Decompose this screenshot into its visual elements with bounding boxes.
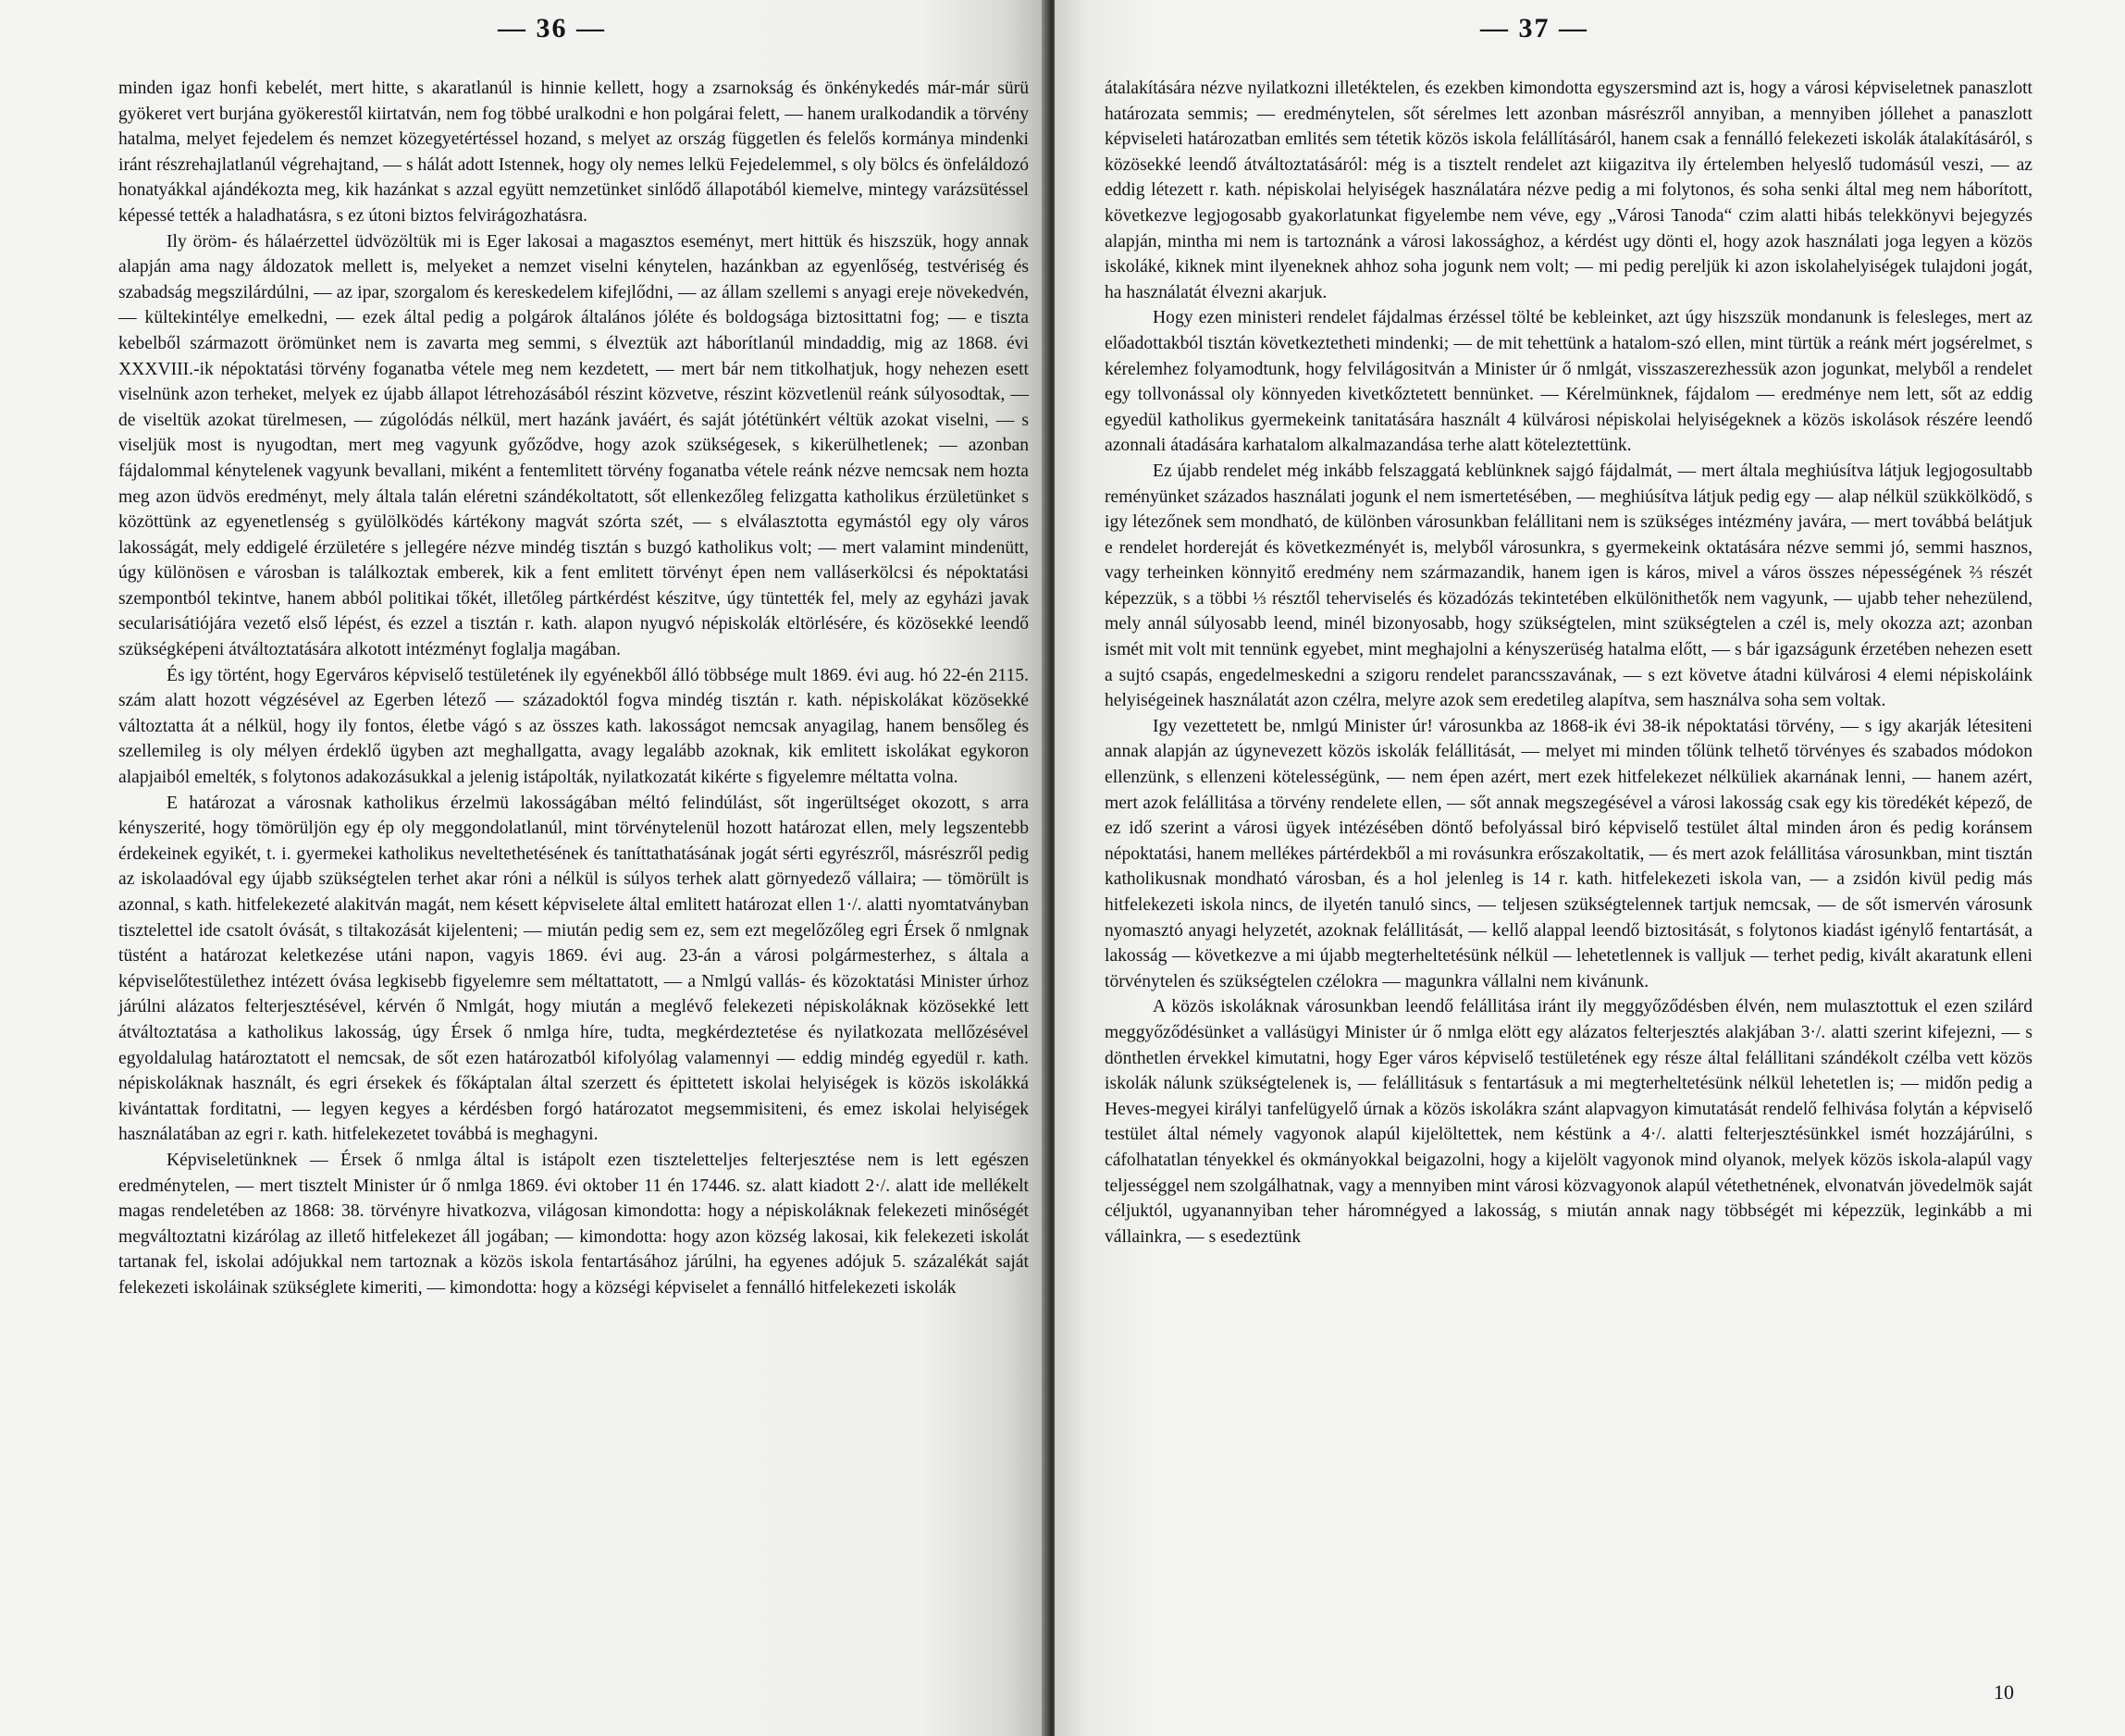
paragraph: Ily öröm- és hálaérzettel üdvözöltük mi is Eger lakosai a magasztos eseményt, mert hittük és hiszszük, hogy annak alapján ama nagy áldozatok mellett is, melyeket a nemzet viselni kénytelen, hazánkban az egyenlőség, testvériség és szabadság megszilárdúlni, — az ipar, szorgalom és kereskedelem kifejlődni, — az állam szellemi s anyagi ereje növekedvén, — kültekintélye emelkedni, — ezek által pedig a polgárok általános jóléte és boldogsága biztosittatni fog; — e tiszta kebelből származott örömünket nem is zavarta meg semmi, s élveztük azt háborítlanúl mindaddig, mig az 1868. évi XXXVIII.-ik népoktatási törvény foganatba vétele meg nem kezdetett, — mert bár nem titkolhatjuk, hogy nehezen esett viselnünk azon terheket, melyek ez újabb állapot létrehozásából részint közvetve, részint közvetlenül reánk súlyosodtak, — de viseltük azokat türelmesen, — zúgolódás nélkül, mert hazánk javáért, és saját jótétünkért véltük azokat viselni, — s viseljük most is nyugodtan, mert meg vagyunk győződve, hogy azok szükségesek, s kikerülhetlenek; — azonban fájdalommal kénytelenek vagyunk bevallani, miként a fentemlitett törvény foganatba vétele reánk nézve nemcsak nem hozta meg azon üdvös eredményt, mely általa talán eléretni szándékoltatott, sőt ellenkezőleg felizgatta katholikus érzületünket s közöttünk az egyenetlenség s gyülölködés kártékony magvát szórta szét, — s elválasztotta egymástól egy oly város lakosságát, mely eddigelé érzületére s jellegére nézve mindég tisztán s buzgó katholikus volt; — mert valamint mindenütt, úgy különösen e városban is találkoztak emberek, kik a fent emlitett törvényt épen nem valláserkölcsi és népoktatási szempontból tekintve, hanem abból politikai tőkét, illetőleg pártkérdést készitve, úgy tüntették fel, mely az egyházi javak secularisátiójára vezető első lépést, és ezzel a tisztán r. kath. alapon nyugvó népiskolák eltörlésére, és közösekké leendő szükségképeni átváltoztatására alkotott intézményt foglalja magában. bbox=[118, 231, 1029, 660]
paragraph: minden igaz honfi kebelét, mert hitte, s akaratlanúl is hinnie kellett, hogy a zsarnokság és önkénykedés már-már sürü gyökeret vert burjána gyökerestől kiirtatván, nem fog többé uralkodni e hon polgárai felett, — hanem uralkodandik a törvény hatalma, melyet fejedelem és nemzet közegyetértéssel hozand, s melyet az ország független és felelős kormánya mindenki iránt részrehajlatlanúl végrehajtand, — s hálát adott Istennek, hogy oly nemes lelkü Fejedelemmel, s oly bölcs és önfeláldozó honatyákkal ajándékozta meg, kik hazánkat s azzal együtt nemzetünket sinlődő állapotából kiemelve, mintegy varázsütéssel képessé tették a haladhatásra, s ez útoni biztos felvirágozhatásra. bbox=[118, 79, 1029, 226]
paragraph: Igy vezettetett be, nmlgú Minister úr! városunkba az 1868-ik évi 38-ik népoktatási törvény, — s igy akarják létesiteni annak alapján az úgynevezett közös iskolák felállitását, — melyet mi minden tőlünk telhető törvényes és szabados módokon ellenzünk, s ellenzeni kötelességünk, — nem épen azért, mert ezek hitfelekezet nélküliek akarnának lenni, — hanem azért, mert azok felállitása a törvény rendelete ellen, — sőt annak megszegésével a városi lakosság csak egy kis töredékét képező, de ez idő szerint a városi ügyek intézésében döntő befolyással biró képviselő testület által minden áron és pedig koránsem népoktatási, hanem mellékes pártérdekből a mi rovásunkra erőszakoltatik, — és mert azok felállitása városunkban, mint tisztán katholikusnak mondható városban, és a hol jelenleg is 14 r. kath. hitfelekezeti iskola van, — a zsidón kivül pedig más hitfelekezeti iskola nincs, de ilyetén tanuló sincs, — teljesen szükségtelennek tartjuk nemcsak, — de sőt ismervén városunk nyomasztó anyagi helyzetét, azoknak felállitását, — kellő alappal leendő biztositását, s folytonos kiadást igénylő fentartását, a lakosság — következve a mi újabb megterheltetésünk nélkül — lehetetlennek is valljuk — terhet pedig, kivált akaratunk elleni törvénytelen és szükségtelen czélokra — magunkra vállalni nem kivánunk. bbox=[1105, 716, 2032, 991]
paragraph: Hogy ezen ministeri rendelet fájdalmas érzéssel tölté be kebleinket, azt úgy hiszszük mondanunk is felesleges, mert az előadottakból tisztán következtetheti mindenki; — de mit tehettünk a hatalom-szó ellen, mint türtük a reánk mért jogsérelmet, s kérelemhez folyamodtunk, hogy felvilágositván a Minister úr ő nmlgát, visszaszerezhessük azon jogunkat, melyből a rendelet egy tollvonással oly könnyeden kivetkőztetett bennünket. — Kérelmünknek, fájdalom — eredménye nem lett, sőt az eddig egyedül katholikus gyermekeink tanitatására használt 4 külvárosi népiskolai helyiségeknek a közös iskolások részére leendő azonnali átadására karhatalom alkalmazandása terhe alatt köteleztettünk. bbox=[1105, 308, 2032, 456]
left-page bbox=[0, 0, 1047, 1736]
paragraph: Ez újabb rendelet még inkább felszaggatá keblünknek sajgó fájdalmát, — mert általa meghiúsítva látjuk legjogosultabb reményünket százados használati jogunk el nem ismertetésében, — meghiúsítva látjuk pedig egy — alap nélkül szükkölködő, s igy létezőnek sem mondható, de különben városunkban felállitani nem is szükséges intézmény javára, — mert továbbá belátjuk e rendelet hordereját és következményét is, melyből városunkra, s gyermekeink oktatására nézve semmi jó, semmi hasznos, vagy terheinken könnyitő eredmény nem származandik, hanem igen is káros, mivel a város összes népességének ⅔ részét képezzük, s a többi ⅓ résztől teherviselés és közadózás tekintetében elkülönithetők nem vagyunk, — ujabb teher nehezülend, mely annál súlyosabb leend, minél bizonyosabb, hogy szükségtelen, mint szükségtelen a czél is, mely okozza azt; azonban ismét mit volt mit tennünk egyebet, mint meghajolni a kényszerüség hatalma előtt, — s bár igazságunk érzetében nehezen esett a sujtó csapás, engedelmeskedni a szigoru rendelet parancsszavának, — s ezt követve átadni külvárosi 4 elemi népiskoláink helyiségeinek használatát azon czélra, melyre azok sem eredetileg alapítva, sem használva soha sem voltak. bbox=[1105, 461, 2032, 711]
paragraph: átalakítására nézve nyilatkozni illetéktelen, és ezekben kimondotta egyszersmind azt is, hogy a városi képviseletnek panaszlott határozata semmis; — eredménytelen, sőt sérelmes lett azonban másrészről annyiban, a mennyiben jóllehet a panaszlott képviseleti határozatban emlités sem tétetik közös iskola felállításáról, hanem csak a fennálló felekezeti iskolák átalakításáról, s közösekké leendő átváltoztatásáról: még is a tisztelt rendelet azt kiigazitva ily értelemben helyeslő tudomásúl veszi, — az eddig létezett r. kath. népiskolai helyiségek használatára nézve pedig a mi folytonos, és soha senki által meg nem háborított, következve legjogosabb gyakorlatunkat figyelembe nem véve, egy „Városi Tanoda“ czim alatti hibás telekkönyvi bejegyzés alapján, mintha mi nem is tartoznánk a városi lakossághoz, a kérdést ugy dönti el, hogy azok használati joga legyen a közös iskoláké, kiknek mint ilyeneknek ahhoz soha jogunk nem volt; — mi pedig pereljük ki azon iskolahelyiségek tulajdoni jogát, ha használatát élvezni akarjuk. bbox=[1105, 79, 2032, 302]
paragraph: A közös iskoláknak városunkban leendő felállitása iránt ily meggyőződésben élvén, nem mulasztottuk el ezen szilárd meggyőződésünket a vallásügyi Minister úr ő nmlga elött egy alázatos felterjesztés alakjában 3·/. alatti szerint kifejezni, — s dönthetlen érvekkel kimutatni, hogy Eger város képviselő testületének egy része által felállitani szándékolt czélba vett közös iskolák nálunk szükségtelenek is, — felállitásuk s fentartásuk a mi megterheltetésünk nélkül lehetetlen is; — midőn pedig a Heves-megyei királyi tanfelügyelő úrnak a közös iskolákra szánt alapvagyon kimutatását rendelő felhivása folytán a képviselő testület által némely vagyonok alapúl kijelöltettek, nem késtünk a 4·/. alatti felterjesztésünkkel ismét hozzájárúlni, s cáfolhatatlan tényekkel és okmányokkal beigazolni, hogy a kijelölt vagyonok mind olyanok, melyek közös iskola-alapúl vagy teljességgel nem szolgálhatnak, vagy a mennyiben mint városi közvagyonok alapúl vétethetnének, elvonatván jövedelmök saját céljuktól, ugyanannyiban teher háromnégyed a lakosság, s miután annak nagy többségét mi képezzük, leginkább a mi vállainkra, — s esedeztünk bbox=[1105, 997, 2032, 1247]
paragraph: Képviseletünknek — Érsek ő nmlga által is istápolt ezen tiszteletteljes felterjesztése nem is lett egészen eredménytelen, — mert tisztelt Minister úr ő nmlga 1869. évi oktober 11 én 17446. sz. alatt kiadott 2·/. alatt ide mellékelt magas rendeletében az 1868: 38. törvényre hivatkozva, világosan kimondotta: hogy a népiskoláknak felekezeti minőségét megváltoztatni kizárólag az illető hitfelekezet áll jogában; — kimondotta: hogy azon község lakosai, kik felekezeti iskolát tartanak fel, iskolai adójukkal nem tartoznak a közös iskola fentartásához járúlni, ha egyenes adójuk 5. százalékát saját felekezeti iskoláinak szükséglete kimeriti, — kimondotta: hogy a községi képviselet a fennálló hitfelekezeti iskolák bbox=[118, 1150, 1029, 1298]
right-page bbox=[1055, 0, 2125, 1736]
paragraph: És igy történt, hogy Egerváros képviselő testületének ily egyénekből álló többsége mult 1869. évi aug. hó 22-én 2115. szám alatt hozott végzésével az Egerben létező — századoktól fogva mindég tisztán r. kath. népiskolákat közösekké változtatta át a nélkül, hogy ily fontos, életbe vágó s az összes kath. lakosságot nemcsak anyagilag, hanem bensőleg és szellemileg is oly mélyen érdeklő ügyben azt meghallgatta, avagy legalább azoknak, kik emlitett iskolákat egykoron alapjaiból emelték, s folytonos adakozásukkal a jelenig istápolták, nyilatkozatát kikérte s figyelemre méltatta volna. bbox=[118, 665, 1029, 788]
right-page-number: — 37 — bbox=[1480, 13, 1588, 43]
signature-mark: 10 bbox=[1994, 1681, 2014, 1704]
left-page-body bbox=[118, 76, 1029, 1301]
left-page-number: — 36 — bbox=[498, 13, 606, 43]
right-page-body bbox=[1105, 76, 2032, 1250]
paragraph: E határozat a városnak katholikus érzelmü lakosságában méltó felindúlást, sőt ingerültséget okozott, s arra kényszerité, hogy tömörüljön egy ép oly meggondolatlanúl, mint törvénytelenül hozott határozat ellen, mely legszentebb érdekeinek egyikét, t. i. gyermekei katholikus neveltethetésének és taníttathatásának jogát sérti egyrészről, másrészről pedig az iskolaadóval egy újabb szükségtelen terhet akar róni a nélkül is súlyos terhek alatt görnyedező vállaira; — tömörült is azonnal, s kath. hitfelekezeté alakitván magát, nem késett képviselete által emlitett határozat ellen 1·/. alatti nyomtatványban tisztelettel ide csatolt óvását, s tiltakozását kijelenteni; — miután pedig sem ez, sem ezt megelőzőleg egri Érsek ő nmlgnak tüstént a határozat keletkezése utáni napon, vagyis 1869. évi aug. 23-án a városi polgármesterhez, s általa a képviselőtestülethez intézett óvása legkisebb figyelemre sem méltattatott, — a Nmlgú vallás- és közoktatási Minister úrhoz járúlni alázatos felterjesztésével, kérvén ő Nmlgát, hogy miután a meglévő felekezeti népiskoláknak közösekké lett átváltoztatása a katholikus lakosság, úgy Érsek ő nmlga híre, tudta, megkérdeztetése és nyilatkozata mellőzésével egyoldalulag határoztatott el nemcsak, de sőt ezen határozatból kifolyólag valamennyi — eddig mindég egyedül r. kath. népiskoláknak használt, és egri érsekek és főkáptalan által szerzett és épittetett iskolai helyiségek is közös iskolákká kivántattak forditatni, — legyen kegyes a kérdésben forgó határozatot megsemmisiteni, és emez iskolai helyiségek használatában az egri r. kath. hitfelekezetet továbbá is meghagyni. bbox=[118, 793, 1029, 1145]
